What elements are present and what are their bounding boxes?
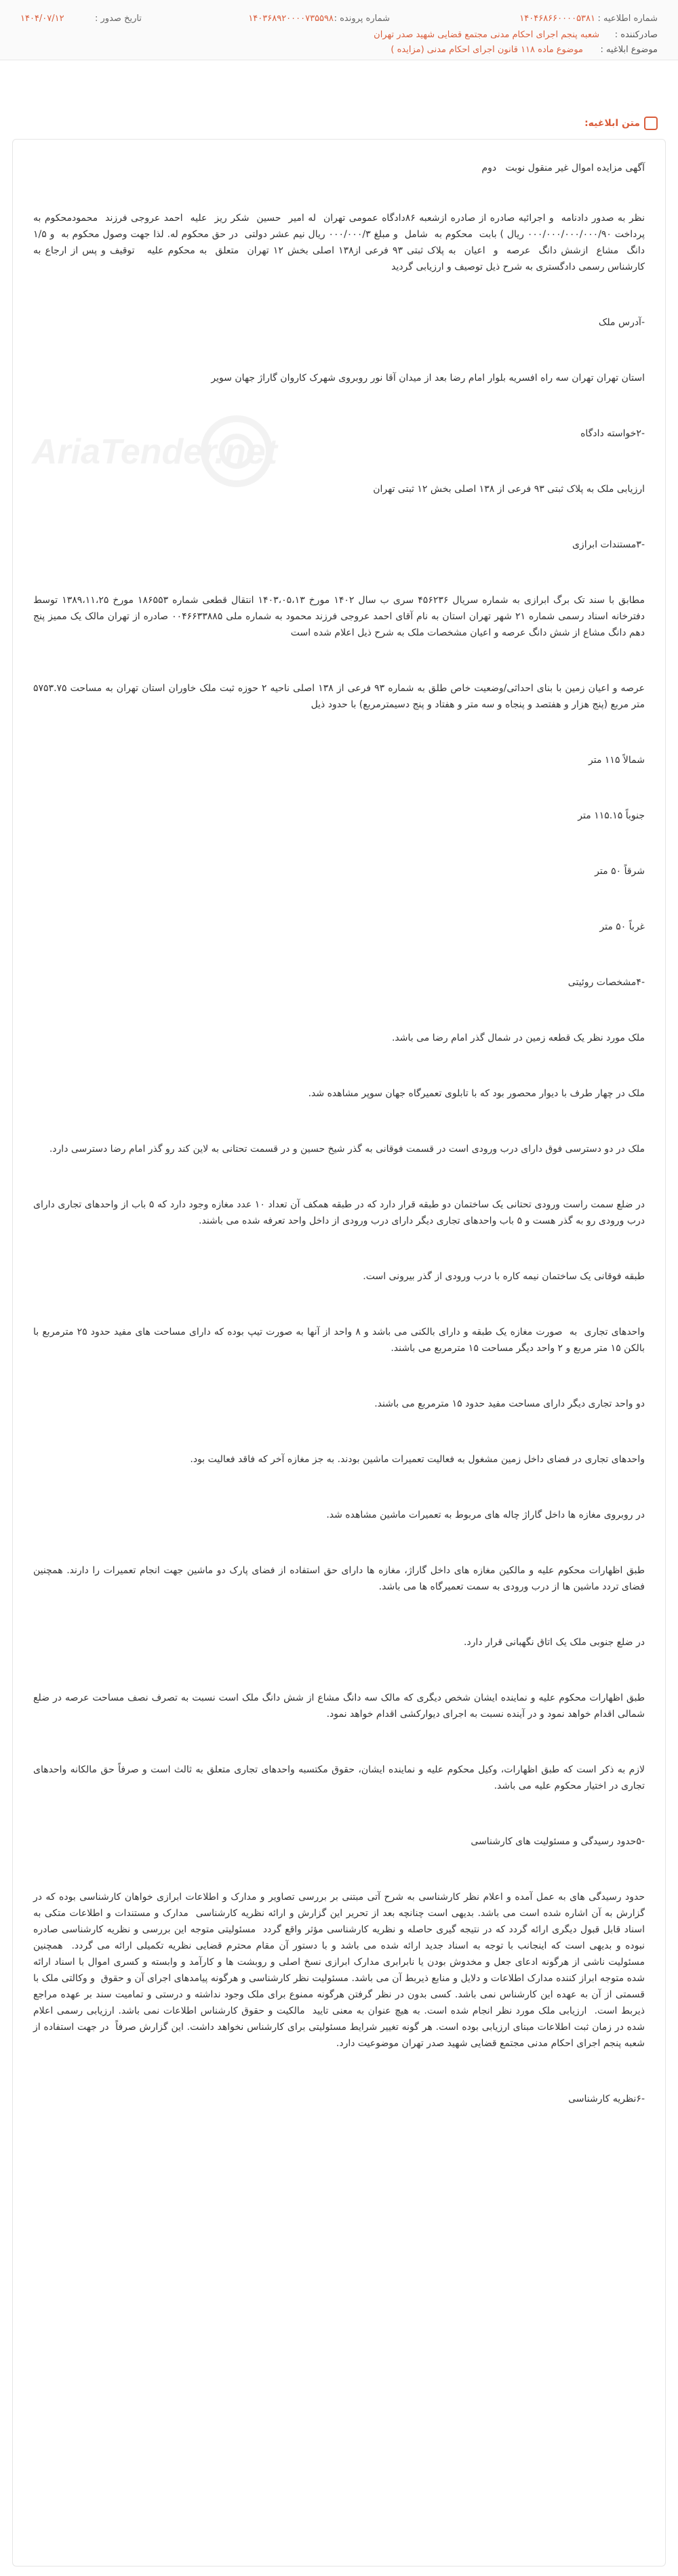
watermark-text: AriaTender.net: [31, 432, 277, 472]
paragraph: نظر به صدور دادنامه و اجرائیه صادره از صادره ازشعبه ۸۶دادگاه عمومی تهران له امیر حسین شکر ریز علیه احمد عروجی فرزند محمودمحکوم به پرداخت ۰۰۰/۰۰۰/۰۰۰/۰۰۰/۹۰ ریال ) بابت محکوم به شامل و مبلغ ۰۰۰/۰۰۰/۳ ریال نیم عشر دولتی در حق محکوم له. لذا جهت وصول محکوم به و ۱/۵ دانگ مشاع ازشش دانگ عرصه و اعیان به پلاک ثبتی ۹۳ فرعی از۱۳۸ اصلی بخش ۱۲ تهران متعلق به محکوم علیه توقیف و پس از ارجاع به کارشناس رسمی دادگستری به شرح ذیل توصیف و ارزیابی گردید: [30, 213, 645, 272]
paragraph: در روبروی مغازه ها داخل گاراژ چاله های مربوط به تعمیرات ماشین مشاهده شد.: [326, 1510, 645, 1520]
paragraph: در ضلع جنوبی ملک یک اتاق نگهبانی قرار دارد.: [463, 1637, 645, 1648]
paragraph: شرقاً ۵۰ متر: [595, 866, 645, 877]
file-no: ۱۴۰۳۶۸۹۲۰۰۰۰۷۳۵۵۹۸: [248, 14, 334, 24]
notice-text: [30, 160, 645, 2146]
subject: موضوع ماده ۱۱۸ قانون اجرای احکام مدنی (مزایده ): [391, 45, 583, 55]
issuer-row: [20, 30, 658, 43]
paragraph: حدود رسیدگی های به عمل آمده و اعلام نظر کارشناسی به شرح آتی مبتنی بر بررسی تصاویر و مدارک و اطلاعات ابرازی خواهان کارشناسی بوده که در گزارش به آن اشاره شده است می باشد. بدیهی است چنانچه بعد از تحریر این گزارش و ارائه نظریه کارشناسی مدارک و مستندات و اطلاعات متکی به اسناد قابل قبول دیگری ارائه گردد که در نتیجه گیری حاصله و نظریه کارشناسی مؤثر واقع گردد مسئولیتی متوجه این بررسی و نظریه کارشناسی صادره نبوده و بدیهی است که اینجانب با توجه به اسناد جدید ارائه شده می باشد و با دستور آن مقام محترم قضایی نظریه تکمیلی ارائه می گردد. همچنین مسئولیت ناشی از هرگونه ادعای جعل و مخدوش بودن یا نابرابری مدارک ابرازی نسخ اصلی و روبشت ها و کارآمد و وابسته و کسری اموال با اسناد ارائه شده متوجه ابراز کننده مدارک اطلاعات و دلایل و منابع ذیربط آن می باشد. مسئولیت نظر کارشناسی و هرگونه پیامدهای اجرای آن و حقوق و وکالتی ملک با قسمتی از آن به عهده این کارشناس نمی باشد. کسی بدون در نظر گرفتن هرگونه ممنوع برای ملک وجود نداشته و درستی و تمامیت سند بر عهده مراجع ذیربط است. ارزیابی ملک مورد نظر انجام شده است. به هیچ عنوان به معنی تایید مالکیت و حقوق کارشناس اطلاعات نمی باشد. ارزیابی رسمی اعلام شده در زمان ثبت اطلاعات مبنای ارزیابی بوده است. هر گونه تغییر شرایط مسئولیتی برای کارشناس نخواهد داشت. این گزارش صرفاً در جهت استفاده از شعبه پنجم اجرای احکام مدنی مجتمع قضایی شهید صدر تهران موضوعیت دارد.: [30, 1892, 645, 2049]
paragraph: مطابق با سند تک برگ ابرازی به شماره سریال ۴۵۶۲۳۶ سری ب سال ۱۴۰۲ مورخ ۱۴۰۳،۰۵،۱۳ انتقال قطعی شماره ۱۸۶۵۵۳ مورخ ۱۳۸۹،۱۱،۲۵ توسط دفترخانه اسناد رسمی شماره ۲۱ شهر تهران استان به نام آقای احمد عروجی فرزند محمود به شماره ملی ۰۰۴۶۶۳۳۸۸۵ صادره از تهران مالک یک ممیز پنج دهم دانگ مشاع از شش دانگ عرصه و اعیان مشخصات ملک به شرح ذیل اعلام شده است: [30, 595, 645, 638]
paragraph: طبق اظهارات محکوم علیه و مالکین مغازه های داخل گاراژ، مغازه ها دارای حق استفاده از فضای پارک دو ماشین جهت انجام تعمیرات را دارند. همچنین فضای تردد ماشین ها از درب ورودی به سمت تعمیرگاه ها می باشد.: [30, 1565, 645, 1592]
paragraph: ارزیابی ملک به پلاک ثبتی ۹۳ فرعی از ۱۳۸ اصلی بخش ۱۲ ثبتی تهران: [373, 484, 645, 495]
paragraph: ملک در چهار طرف با دیوار محصور بود که با تابلوی تعمیرگاه جهان سوپر مشاهده شد.: [308, 1088, 645, 1099]
paragraph: عرصه و اعیان زمین با بنای احداثی/وضعیت خاص طلق به شماره ۹۳ فرعی از ۱۳۸ اصلی ناحیه ۲ حوزه ثبت ملک خاوران استان تهران به مساحت ۵۷۵۳.۷۵ متر مربع (پنج هزار و هفتصد و پنجاه و سه متر و هفتاد و پنج دسیمترمربع) با حدود ذیل: [30, 683, 645, 710]
section-title-text: متن ابلاغیه:: [584, 118, 640, 129]
paragraph: واحدهای تجاری به صورت مغازه یک طبقه و دارای بالکنی می باشد و ۸ واحد از آنها به صورت تیپ بوده که دارای مساحت های مفید حدود ۲۵ مترمربع با بالکن ۱۵ متر مربع و ۲ واحد دیگر مساحت ۱۵ مترمربع می باشند.: [30, 1327, 645, 1354]
paragraph: -۲خواسته دادگاه: [580, 428, 645, 439]
paragraph: دو واحد تجاری دیگر دارای مساحت مفید حدود ۱۵ مترمربع می باشند.: [374, 1398, 645, 1409]
section-title: [584, 115, 658, 131]
subject-label: موضوع ابلاغیه :: [600, 45, 658, 55]
issue-date: ۱۴۰۴/۰۷/۱۲: [20, 14, 64, 24]
paragraph: واحدهای تجاری در فضای داخل زمین مشغول به فعالیت تعمیرات ماشین بودند. به جز مغازه آخر که فاقد فعالیت بود.: [190, 1454, 645, 1465]
announce-no-label: شماره اطلاعیه :: [597, 14, 658, 24]
paragraph: -۶نظریه کارشناسی: [568, 2094, 645, 2104]
issuer-label: صادرکننده :: [614, 30, 658, 40]
issue-date-label: تاریخ صدور :: [95, 14, 142, 24]
document-icon: [644, 117, 658, 130]
paragraph: طبقه فوقانی یک ساختمان نیمه کاره با درب ورودی از گذر بیرونی است.: [363, 1271, 645, 1282]
paragraph: -آدرس ملک: [598, 317, 645, 328]
paragraph: در ضلع سمت راست ورودی تحتانی یک ساختمان دو طبقه قرار دارد که در طبقه همکف آن تعداد ۱۰ عدد مغازه وجود دارد که ۵ باب از واحدهای تجاری دارای درب ورودی رو به گذر هست و ۵ باب واحدهای تجاری دیگر دارای درب ورودی از داخل واحد تعرفه شده می باشند.: [30, 1199, 645, 1226]
paragraph: جنوباً ۱۱۵.۱۵ متر: [578, 810, 645, 821]
paragraph: استان تهران تهران سه راه افسریه بلوار امام رضا بعد از میدان آقا نور روبروی شهرک کاروان گاراژ جهان سویر: [211, 373, 645, 383]
notice-meta-row: [20, 14, 658, 27]
file-no-label: شماره پرونده :: [334, 14, 390, 24]
issuer: شعبه پنجم اجرای احکام مدنی مجتمع قضایی شهید صدر تهران: [374, 30, 599, 40]
paragraph: طبق اظهارات محکوم علیه و نماینده ایشان شخص دیگری که مالک سه دانگ مشاع از شش دانگ ملک است نسبت به تصرف نصف مساحت عرصه در ضلع شمالی اقدام خواهد نمود و در آینده نسبت به اجرای دیوارکشی اقدام خواهد نمود.: [30, 1692, 645, 1720]
paragraph: غرباً ۵۰ متر: [599, 921, 645, 932]
paragraph: ملک در دو دسترسی فوق دارای درب ورودی است در قسمت فوقانی به گذر شیخ حسین و در قسمت تحتانی به لاین کند رو گذر امام رضا دسترسی دارد.: [49, 1144, 645, 1155]
paragraph: -۵حدود رسیدگی و مسئولیت های کارشناسی: [471, 1836, 645, 1847]
paragraph: -۴مشخصات روئیتی: [567, 977, 645, 988]
paragraph: -۳مستندات ابرازی: [572, 539, 645, 550]
paragraph: لازم به ذکر است که طبق اظهارات، وکیل محکوم علیه و نماینده ایشان، حقوق مکتسبه واحدهای تجاری متعلق به ثالث است و صرفاً حق مالکانه واحدهای تجاری در اختیار محکوم علیه می باشد.: [30, 1764, 645, 1791]
paragraph: آگهی مزایده اموال غیر منقول نوبت دوم: [481, 163, 645, 173]
notice-body-card: [12, 139, 666, 2567]
announce-no: ۱۴۰۴۶۸۶۶۰۰۰۰۵۳۸۱: [519, 14, 595, 24]
notice-header: [0, 0, 678, 60]
paragraph: ملک مورد نظر یک قطعه زمین در شمال گذر امام رضا می باشد.: [391, 1033, 645, 1043]
subject-row: [20, 45, 658, 58]
paragraph: شمالاً ۱۱۵ متر: [589, 755, 645, 766]
